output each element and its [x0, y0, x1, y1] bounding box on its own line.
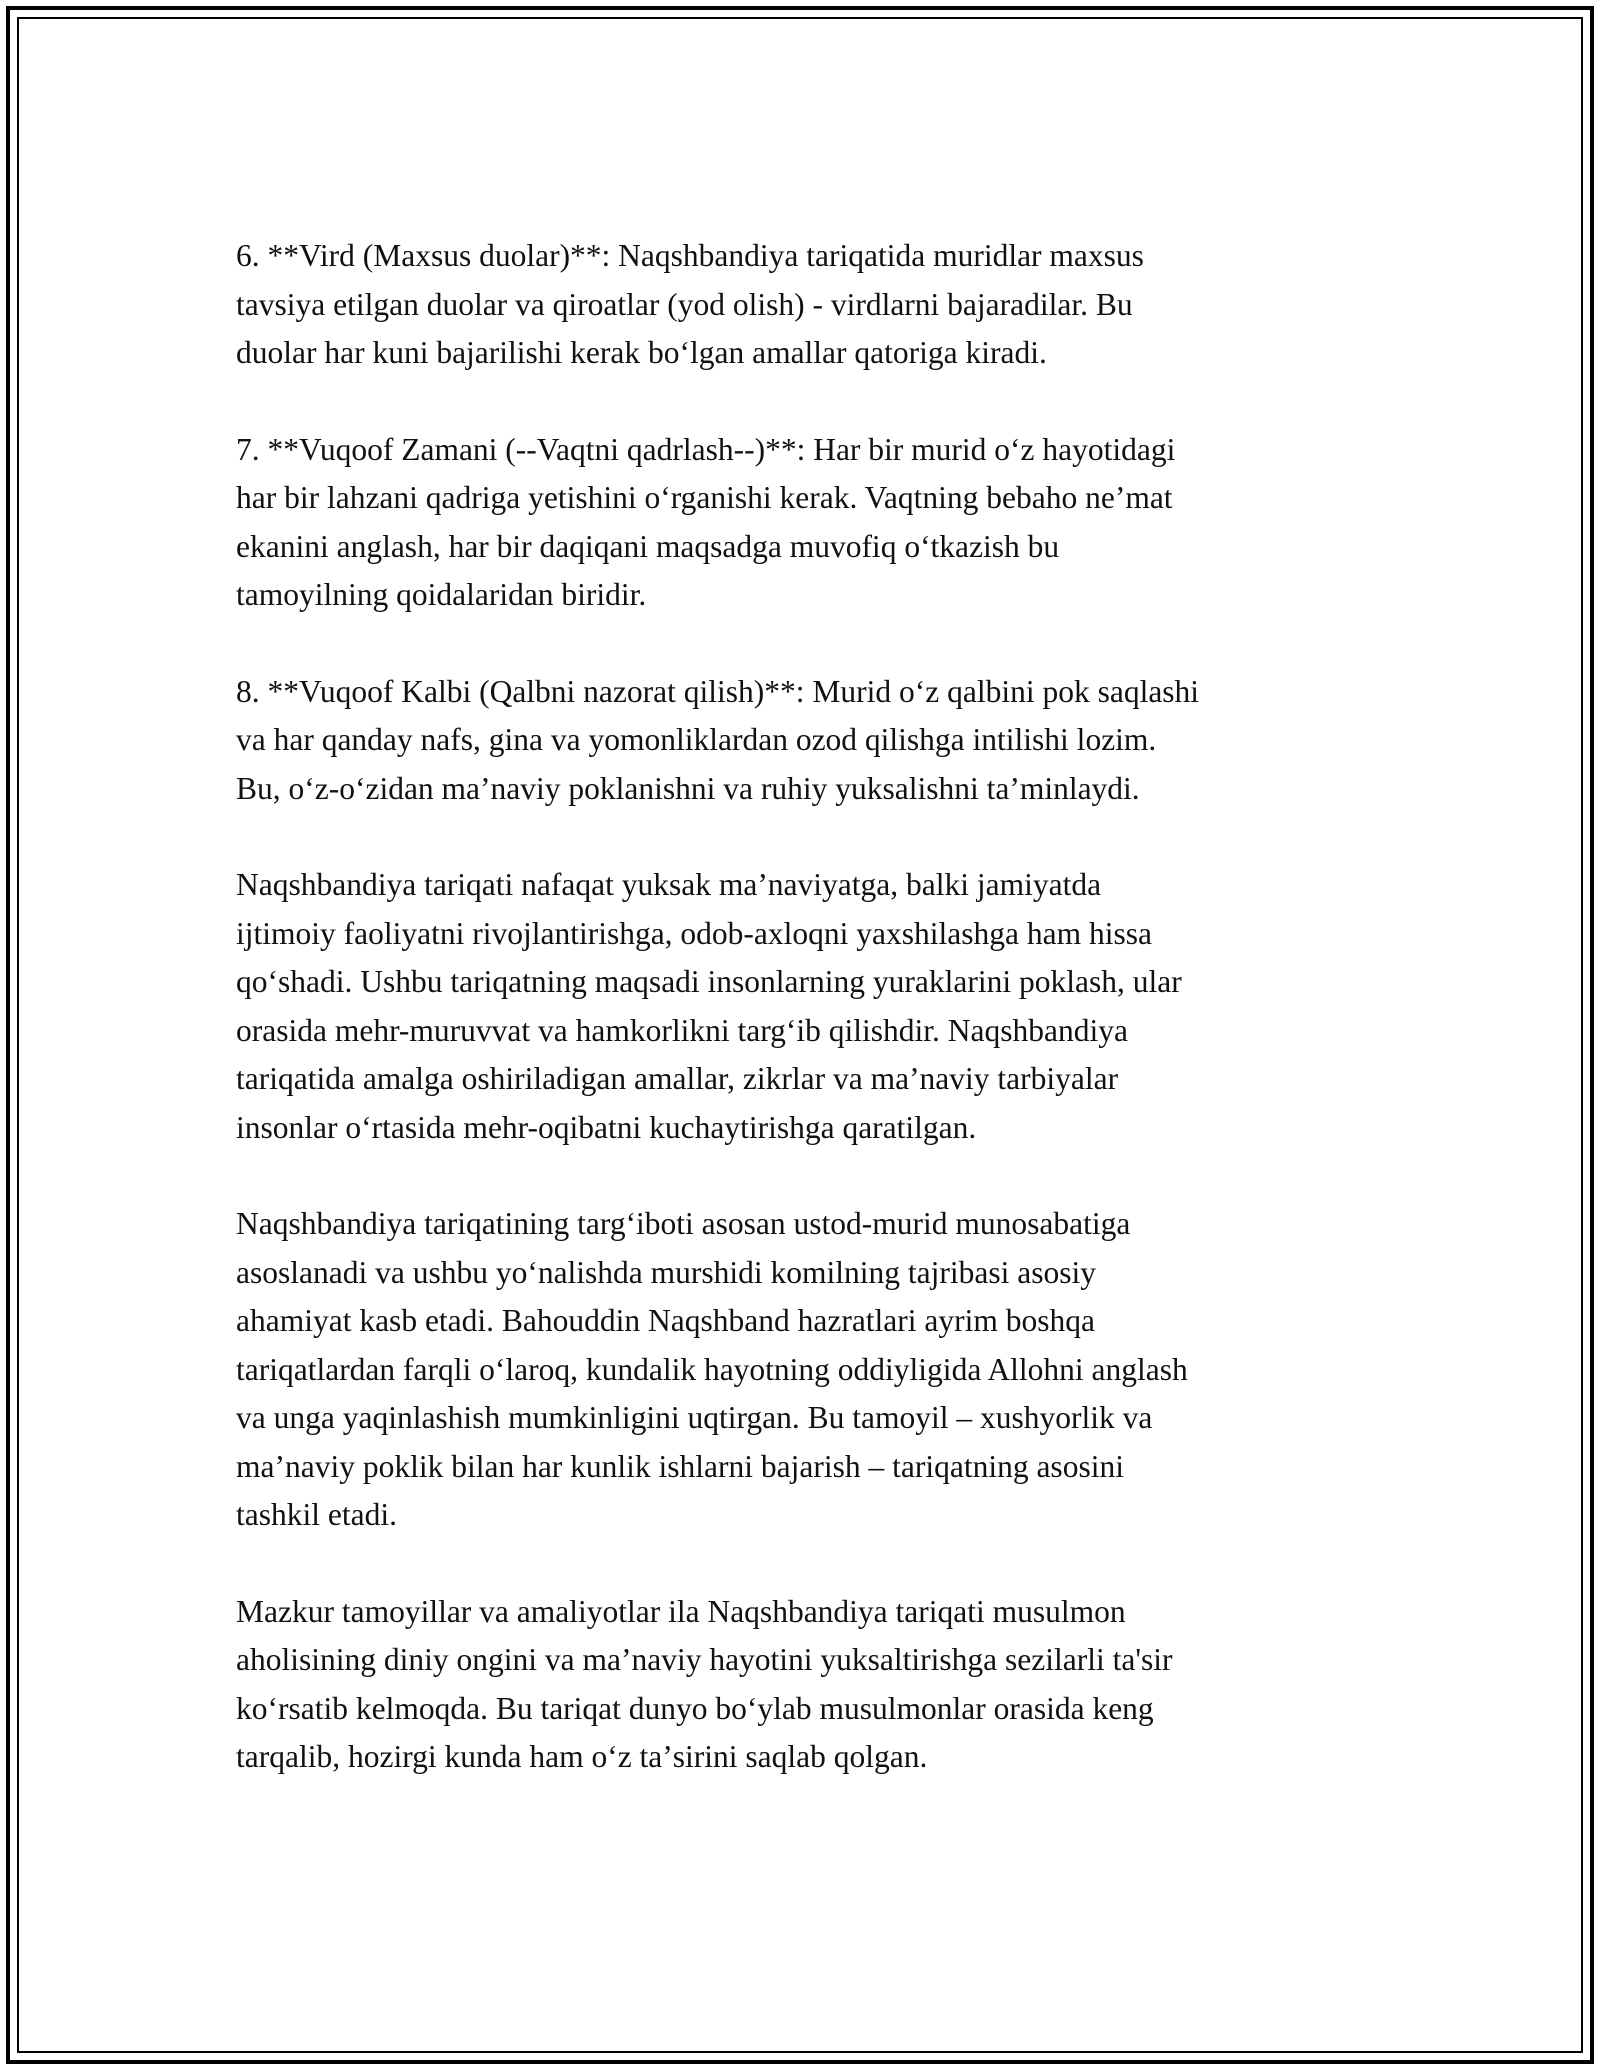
paragraph-vird: 6. **Vird (Maxsus duolar)**: Naqshbandiya tariqatida muridlar maxsus tavsiya etilgan duolar va qiroatlar (yod olish) - virdlarni bajaradilar. Bu duolar har kuni bajarilishi kerak boʻlgan amallar qatoriga kiradi. [236, 238, 1144, 370]
paragraph-conclusion: Mazkur tamoyillar va amaliyotlar ila Naqshbandiya tariqati musulmon aholisining diniy ongini va maʼnaviy hayotini yuksaltirishga sezilarli ta'sir koʻrsatib kelmoqda. Bu tariqat dunyo boʻylab musulmonlar orasida keng tarqalib, hozirgi kunda ham oʻz taʼsirini saqlab qolgan. [236, 1593, 1173, 1774]
paragraph-vuqoof-zamani: 7. **Vuqoof Zamani (--Vaqtni qadrlash--)**: Har bir murid oʻz hayotidagi har bir lahzani qadriga yetishini oʻrganishi kerak. Vaqtning bebaho neʼmat ekanini anglash, har bir daqiqani maqsadga muvofiq oʻtkazish bu tamoyilning qoidalaridan biridir. [236, 431, 1176, 612]
paragraph-vuqoof-kalbi: 8. **Vuqoof Kalbi (Qalbni nazorat qilish)**: Murid oʻz qalbini pok saqlashi va har qanday nafs, gina va yomonliklardan ozod qilishga intilishi lozim. Bu, oʻz-oʻzidan maʼnaviy poklanishni va ruhiy yuksalishni taʼminlaydi. [236, 673, 1200, 806]
document-body [236, 232, 1366, 1830]
paragraph-social-role: Naqshbandiya tariqati nafaqat yuksak maʼnaviyatga, balki jamiyatda ijtimoiy faoliyatni rivojlantirishga, odob-axloqni yaxshilashga ham hissa qoʻshadi. Ushbu tariqatning maqsadi insonlarning yuraklarini poklash, ular orasida mehr-muruvvat va hamkorlikni targʻib qilishdir. Naqshbandiya tariqatida amalga oshiriladigan amallar, zikrlar va maʼnaviy tarbiyalar insonlar oʻrtasida mehr-oqibatni kuchaytirishga qaratilgan. [236, 867, 1182, 1145]
paragraph-teacher-student: Naqshbandiya tariqatining targʻiboti asosan ustod-murid munosabatiga asoslanadi va ushbu yoʻnalishda murshidi komilning tajribasi asosiy ahamiyat kasb etadi. Bahouddin Naqshband hazratlari ayrim boshqa tariqatlardan farqli oʻlaroq, kundalik hayotning oddiyligida Allohni anglash va unga yaqinlashish mumkinligini uqtirgan. Bu tamoyil – xushyorlik va maʼnaviy poklik bilan har kunlik ishlarni bajarish – tariqatning asosini tashkil etadi. [236, 1206, 1188, 1532]
